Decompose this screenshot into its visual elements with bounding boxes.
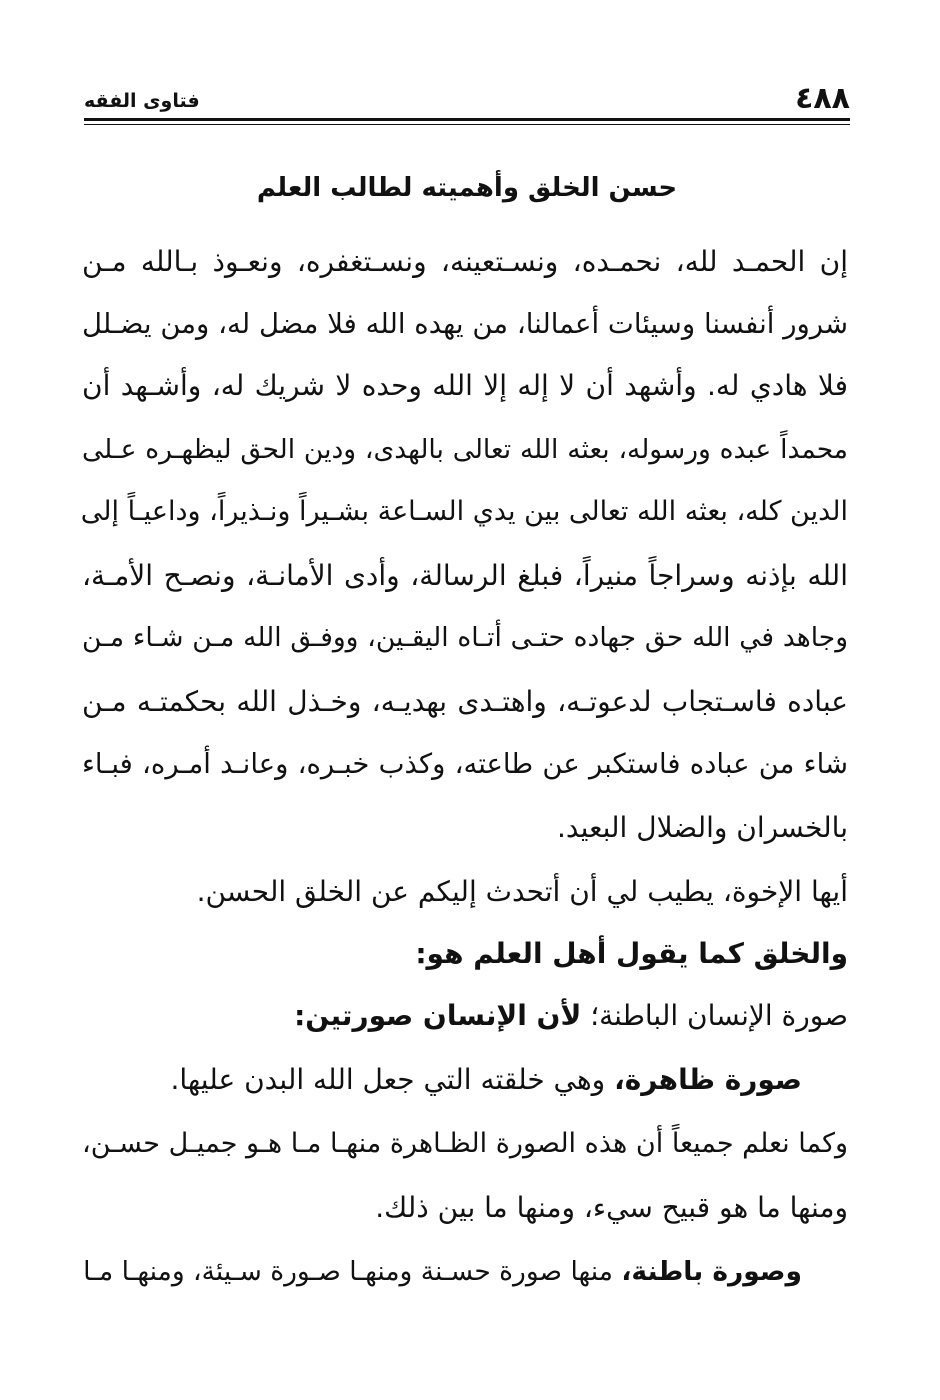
body-line: شرور أنفسنا وسيئات أعمالنا، من يهده الله فلا مضل له، ومن يضـلل <box>82 308 848 340</box>
body-line <box>82 1058 802 1102</box>
body-text: صورة الإنسان الباطنة؛ <box>590 999 848 1032</box>
body-line <box>82 994 848 1038</box>
body-line: بالخسران والضلال البعيد. <box>557 811 848 844</box>
body-line: الدين كله، بعثه الله تعالى بين يدي السـاعة بشـيراً ونـذيراً، وداعيـاً إلى <box>80 496 848 527</box>
body-text-bold: وصورة باطنة، <box>621 1256 802 1287</box>
body-line: فلا هادي له. وأشهد أن لا إله إلا الله وحده لا شريك له، وأشـهد أن <box>82 369 848 402</box>
body-line: عباده فاسـتجاب لدعوتـه، واهتـدى بهديـه، وخـذل الله بحكمتـه مـن <box>82 685 848 718</box>
body-line: محمداً عبده ورسوله، بعثه الله تعالى بالهدى، ودين الحق ليظهـره عـلى <box>82 434 848 465</box>
body-text: منها صورة حسـنة ومنهـا صـورة سـيئة، ومنهـا مـا <box>83 1256 613 1287</box>
body-line: الله بإذنه وسراجاً منيراً، فبلغ الرسالة، وأدى الأمانـة، ونصـح الأمـة، <box>82 559 848 592</box>
body-text-bold: لأن الإنسان صورتين: <box>294 999 582 1032</box>
page-number: ٤٨٨ <box>795 81 850 116</box>
book-title: فتاوى الفقه <box>84 90 200 112</box>
body-line <box>82 1250 802 1294</box>
body-line: أيها الإخوة، يطيب لي أن أتحدث إليكم عن الخلق الحسن. <box>196 875 848 908</box>
body-line: ومنها ما هو قبيح سيء، ومنها ما بين ذلك. <box>375 1191 848 1224</box>
body-text: وهي خلقته التي جعل الله البدن عليها. <box>170 1063 606 1096</box>
body-line: وكما نعلم جميعاً أن هذه الصورة الظـاهرة منهـا مـا هـو جميـل حسـن، <box>82 1128 848 1159</box>
body-line-bold: والخلق كما يقول أهل العلم هو: <box>415 937 848 970</box>
body-line: وجاهد في الله حق جهاده حتـى أتـاه اليقـين، ووفـق الله مـن شـاء مـن <box>82 622 848 653</box>
running-header <box>84 80 850 120</box>
body-line: إن الحمـد لله، نحمـده، ونسـتعينه، ونسـتغفره، ونعـوذ بـالله مـن <box>82 245 848 278</box>
header-rule-thick <box>84 118 850 121</box>
section-heading: حسن الخلق وأهميته لطالب العلم <box>256 173 678 203</box>
header-rule-thin <box>84 124 850 125</box>
body-line: شاء من عباده فاستكبر عن طاعته، وكذب خبـره، وعانـد أمـره، فبـاء <box>82 748 848 780</box>
body-text-bold: صورة ظاهرة، <box>614 1063 802 1096</box>
